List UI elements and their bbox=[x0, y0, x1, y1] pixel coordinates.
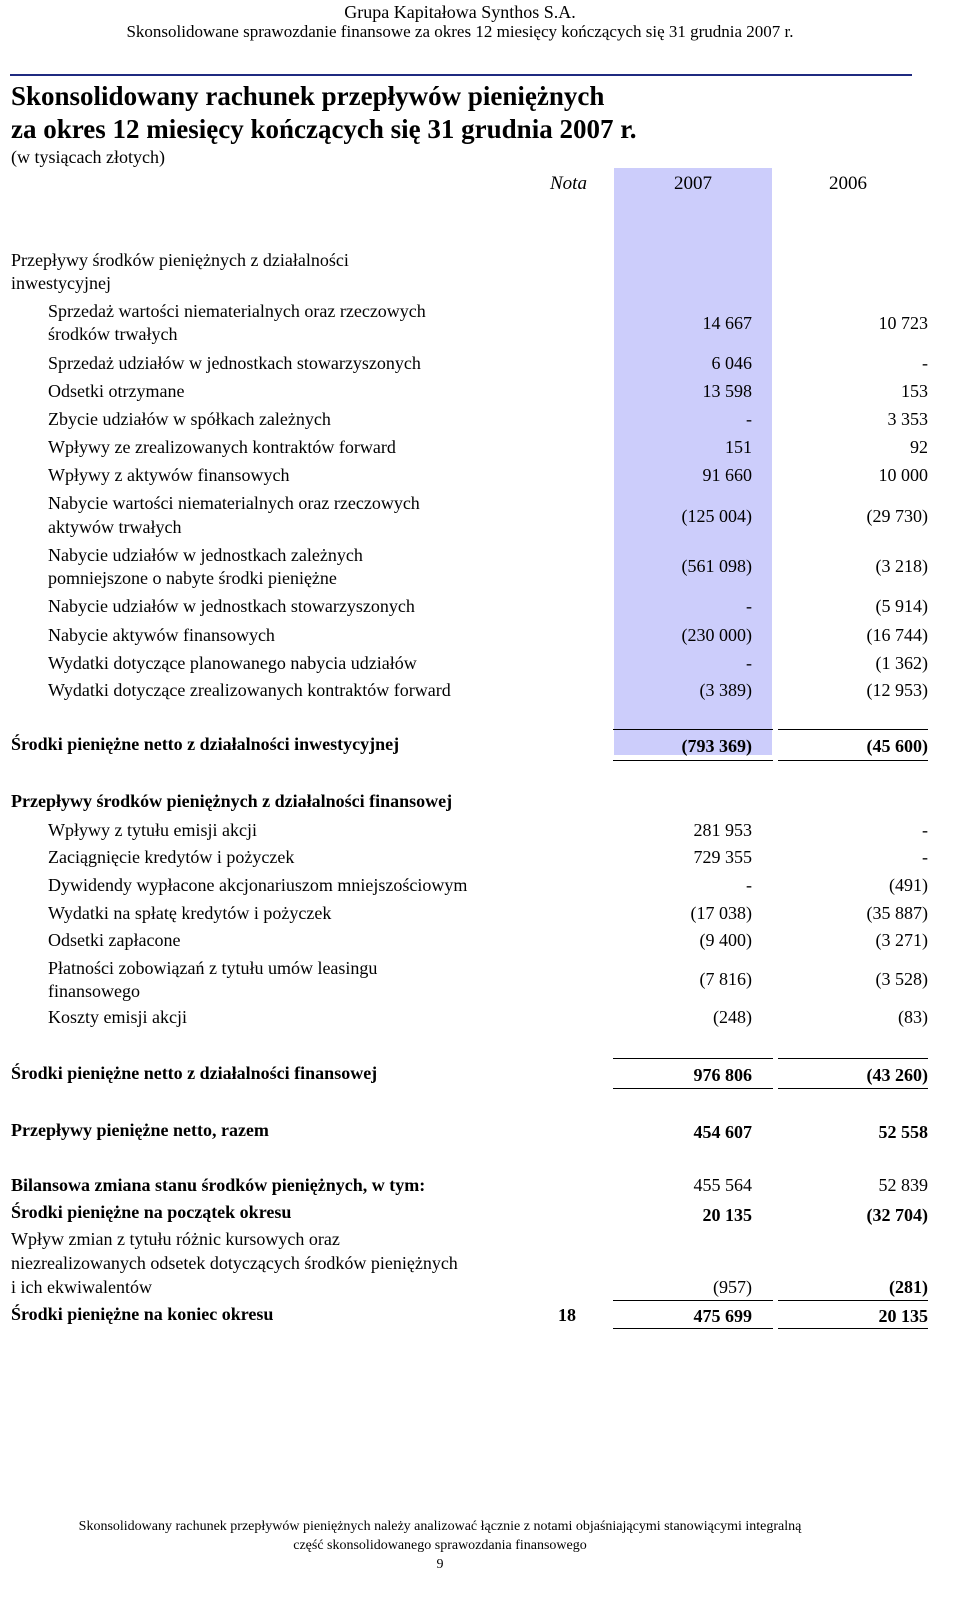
company-name: Grupa Kapitałowa Synthos S.A. bbox=[344, 2, 576, 22]
row-label: Zbycie udziałów w spółkach zależnych bbox=[48, 409, 331, 429]
total-rule-2007 bbox=[613, 1058, 773, 1059]
value-2007: (957) bbox=[713, 1277, 752, 1297]
investing-heading: Przepływy środków pieniężnych z działalności bbox=[11, 250, 349, 270]
total-underline-2006 bbox=[778, 760, 928, 761]
closing-rule-2007 bbox=[613, 1300, 773, 1301]
closing-rule-2006 bbox=[778, 1300, 928, 1301]
row-label: Koszty emisji akcji bbox=[48, 1007, 187, 1027]
value-2007: 14 667 bbox=[702, 313, 752, 333]
row-label-cont: i ich ekwiwalentów bbox=[11, 1277, 152, 1297]
value-2006: 10 723 bbox=[878, 313, 928, 333]
row-label: Odsetki otrzymane bbox=[48, 381, 185, 401]
value-2007: 151 bbox=[725, 437, 752, 457]
value-2007: - bbox=[746, 409, 752, 429]
value-2007: (3 389) bbox=[699, 680, 752, 700]
row-label: Sprzedaż wartości niematerialnych oraz rzeczowych bbox=[48, 301, 426, 321]
value-2006: (3 218) bbox=[875, 556, 928, 576]
row-label: Wydatki dotyczące planowanego nabycia udziałów bbox=[48, 653, 417, 673]
header-divider bbox=[10, 74, 912, 76]
value-2006: (3 528) bbox=[875, 969, 928, 989]
total-underline-2007 bbox=[613, 760, 773, 761]
value-2006: 92 bbox=[910, 437, 928, 457]
value-2007: (125 004) bbox=[681, 506, 752, 526]
row-label: Wpływy ze zrealizowanych kontraktów forward bbox=[48, 437, 396, 457]
document-subtitle: Skonsolidowane sprawozdanie finansowe za okres 12 miesięcy kończących się 31 grudnia 2007 r. bbox=[126, 22, 794, 41]
row-label: Nabycie udziałów w jednostkach zależnych bbox=[48, 545, 363, 565]
value-2007: 976 806 bbox=[693, 1065, 752, 1085]
investing-heading-cont: inwestycyjnej bbox=[11, 273, 111, 293]
statement-units: (w tysiącach złotych) bbox=[11, 147, 165, 167]
value-2007: (17 038) bbox=[690, 903, 752, 923]
row-label: Odsetki zapłacone bbox=[48, 930, 181, 950]
value-2007: 13 598 bbox=[702, 381, 752, 401]
value-2007: 6 046 bbox=[711, 353, 752, 373]
value-2006: (32 704) bbox=[866, 1205, 928, 1225]
total-rule-2006 bbox=[778, 729, 928, 730]
footer-note: Skonsolidowany rachunek przepływów pieniężnych należy analizować łącznie z notami objaśniającymi stanowiącymi integralną bbox=[78, 1519, 802, 1534]
value-2007: (230 000) bbox=[681, 625, 752, 645]
value-2006: (35 887) bbox=[866, 903, 928, 923]
statement-title: Skonsolidowany rachunek przepływów pieniężnych bbox=[11, 81, 605, 111]
footer-note-cont: część skonsolidowanego sprawozdania finansowego bbox=[293, 1538, 587, 1553]
row-label: Płatności zobowiązań z tytułu umów leasingu bbox=[48, 958, 378, 978]
value-2006: (491) bbox=[889, 875, 928, 895]
row-label: Środki pieniężne na koniec okresu bbox=[11, 1304, 274, 1324]
value-2006: - bbox=[922, 353, 928, 373]
value-2007: 455 564 bbox=[693, 1175, 752, 1195]
row-label: Środki pieniężne netto z działalności inwestycyjnej bbox=[11, 734, 400, 754]
value-2006: (5 914) bbox=[875, 596, 928, 616]
row-label: Środki pieniężne netto z działalności finansowej bbox=[11, 1063, 378, 1083]
value-2007: (9 400) bbox=[699, 930, 752, 950]
statement-period: za okres 12 miesięcy kończących się 31 grudnia 2007 r. bbox=[11, 114, 637, 144]
value-2007: (7 816) bbox=[699, 969, 752, 989]
row-label: Nabycie aktywów finansowych bbox=[48, 625, 275, 645]
value-2007: - bbox=[746, 596, 752, 616]
value-2006: (29 730) bbox=[866, 506, 928, 526]
row-label-cont: środków trwałych bbox=[48, 324, 178, 344]
value-2007: 475 699 bbox=[693, 1306, 752, 1326]
value-2006: (3 271) bbox=[875, 930, 928, 950]
total-underline-2007 bbox=[613, 1088, 773, 1089]
row-label: Wydatki na spłatę kredytów i pożyczek bbox=[48, 903, 332, 923]
page-number: 9 bbox=[436, 1557, 444, 1572]
value-2006: 10 000 bbox=[878, 465, 928, 485]
value-2006: (83) bbox=[898, 1007, 928, 1027]
value-2006: - bbox=[922, 820, 928, 840]
value-2006: (45 600) bbox=[866, 736, 928, 756]
value-2007: 729 355 bbox=[693, 847, 752, 867]
note-reference: 18 bbox=[558, 1305, 576, 1325]
row-label: Bilansowa zmiana stanu środków pieniężnych, w tym: bbox=[11, 1175, 426, 1195]
total-rule-2006 bbox=[778, 1058, 928, 1059]
closing-underline-2006 bbox=[778, 1328, 928, 1329]
row-label: Dywidendy wypłacone akcjonariuszom mniejszościowym bbox=[48, 875, 468, 895]
value-2006: - bbox=[922, 847, 928, 867]
row-label: Nabycie wartości niematerialnych oraz rzeczowych bbox=[48, 493, 420, 513]
value-2006: (43 260) bbox=[866, 1065, 928, 1085]
value-2006: (281) bbox=[889, 1277, 928, 1297]
value-2007: (561 098) bbox=[681, 556, 752, 576]
financing-heading: Przepływy środków pieniężnych z działalności finansowej bbox=[11, 791, 453, 811]
column-header-2006: 2006 bbox=[829, 173, 867, 194]
value-2007: - bbox=[746, 653, 752, 673]
column-header-note: Nota bbox=[550, 173, 587, 194]
row-label: Nabycie udziałów w jednostkach stowarzyszonych bbox=[48, 596, 415, 616]
row-label: Wpływy z tytułu emisji akcji bbox=[48, 820, 257, 840]
value-2007: (793 369) bbox=[681, 736, 752, 756]
row-label-cont: pomniejszone o nabyte środki pieniężne bbox=[48, 568, 337, 588]
value-2006: 3 353 bbox=[887, 409, 928, 429]
value-2007: (248) bbox=[713, 1007, 752, 1027]
value-2006: (1 362) bbox=[875, 653, 928, 673]
row-label-cont: niezrealizowanych odsetek dotyczących środków pieniężnych bbox=[11, 1253, 458, 1273]
row-label: Środki pieniężne na początek okresu bbox=[11, 1202, 292, 1222]
value-2006: 153 bbox=[901, 381, 928, 401]
value-2006: (16 744) bbox=[866, 625, 928, 645]
value-2006: 52 558 bbox=[878, 1122, 928, 1142]
total-rule-2007 bbox=[613, 729, 773, 730]
row-label: Zaciągnięcie kredytów i pożyczek bbox=[48, 847, 295, 867]
total-underline-2006 bbox=[778, 1088, 928, 1089]
row-label-cont: aktywów trwałych bbox=[48, 517, 182, 537]
closing-underline-2007 bbox=[613, 1328, 773, 1329]
value-2006: 20 135 bbox=[878, 1306, 928, 1326]
value-2007: 454 607 bbox=[693, 1122, 752, 1142]
column-header-2007: 2007 bbox=[674, 173, 712, 194]
value-2007: 281 953 bbox=[693, 820, 752, 840]
row-label: Wpływ zmian z tytułu różnic kursowych oraz bbox=[11, 1229, 340, 1249]
row-label-cont: finansowego bbox=[48, 981, 140, 1001]
value-2007: - bbox=[746, 875, 752, 895]
value-2006: 52 839 bbox=[878, 1175, 928, 1195]
row-label: Sprzedaż udziałów w jednostkach stowarzyszonych bbox=[48, 353, 421, 373]
row-label: Przepływy pieniężne netto, razem bbox=[11, 1120, 269, 1140]
row-label: Wpływy z aktywów finansowych bbox=[48, 465, 290, 485]
row-label: Wydatki dotyczące zrealizowanych kontraktów forward bbox=[48, 680, 451, 700]
value-2006: (12 953) bbox=[866, 680, 928, 700]
value-2007: 91 660 bbox=[702, 465, 752, 485]
value-2007: 20 135 bbox=[702, 1205, 752, 1225]
